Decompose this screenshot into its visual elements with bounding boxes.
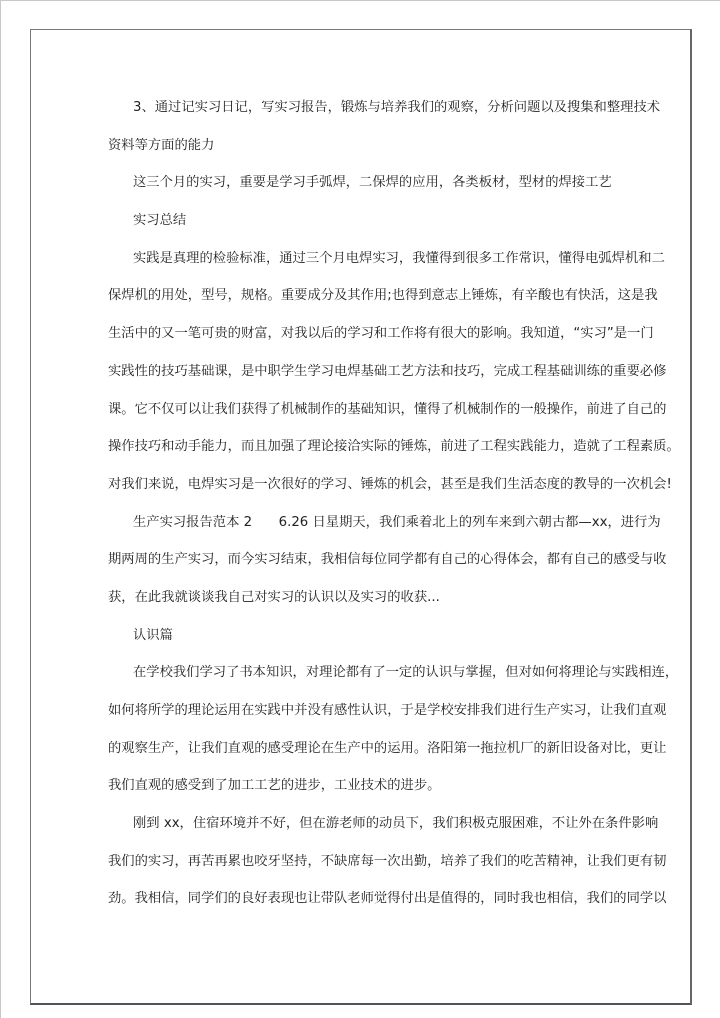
text-line: 获，在此我就谈谈我自己对实习的认识以及实习的收获... [108, 589, 440, 605]
document-body [108, 97, 680, 926]
text-line: 生活中的又一笔可贵的财富，对我以后的学习和工作将有很大的影响。我知道，“实习”是一门 [108, 326, 654, 342]
text-line: 实践性的技巧基础课，是中职学生学习电焊基础工艺方法和技巧，完成工程基础训练的重要必修 [108, 363, 667, 379]
text-line: 我们直观的感受到了加工工艺的进步，工业技术的进步。 [108, 778, 441, 794]
text-line: 操作技巧和动手能力，而且加强了理论接洽实际的锤炼，前进了工程实践能力，造就了工程素质。 [108, 439, 680, 455]
text-line: 保焊机的用处，型号，规格。重要成分及其作用;也得到意志上锤炼，有辛酸也有快活，这是我 [108, 288, 658, 304]
text-line: 课。它不仅可以让我们获得了机械制作的基础知识，懂得了机械制作的一般操作，前进了自己的 [108, 401, 667, 417]
text-line: 实践是真理的检验标准，通过三个月电焊实习，我懂得到很多工作常识，懂得电弧焊机和二 [133, 250, 665, 266]
viewer-edge-top [0, 0, 720, 1]
text-line: 期两周的生产实习，而今实习结束，我相信每位同学都有自己的心得体会，都有自己的感受与收 [108, 552, 667, 568]
text-line: 3、通过记实习日记，写实习报告，锻炼与培养我们的观察，分析问题以及搜集和整理技术 [133, 100, 661, 115]
viewer-edge-left [0, 0, 1, 1018]
text-line: 对我们来说，电焊实习是一次很好的学习、锤炼的机会，甚至是我们生活态度的教导的一次机会! [108, 476, 672, 492]
text-line: 资料等方面的能力 [108, 137, 215, 153]
text-line: 如何将所学的理论运用在实践中并没有感性认识，于是学校安排我们进行生产实习，让我们直观 [108, 703, 667, 718]
text-line: 实习总结 [133, 213, 187, 229]
text-line: 生产实习报告范本 2 6.26 日星期天，我们乘着北上的列车来到六朝古都—xx，进行为 [133, 514, 661, 530]
text-line: 我们的实习，再苦再累也咬牙坚持，不缺席每一次出勤，培养了我们的吃苦精神，让我们更有韧 [108, 853, 667, 869]
text-line: 在学校我们学习了书本知识，对理论都有了一定的认识与掌握，但对如何将理论与实践相连， [133, 665, 679, 681]
text-line: 劲。我相信，同学们的良好表现也让带队老师觉得付出是值得的，同时我也相信，我们的同学以 [108, 891, 667, 907]
text-line: 的观察生产，让我们直观的感受理论在生产中的运用。洛阳第一拖拉机厂的新旧设备对比，更让 [108, 740, 667, 756]
text-line: 这三个月的实习，重要是学习手弧焊，二保焊的应用，各类板材，型材的焊接工艺 [133, 175, 612, 191]
text-line: 认识篇 [133, 627, 173, 643]
text-line: 刚到 xx，住宿环境并不好，但在游老师的动员下，我们积极克服困难，不让外在条件影响 [133, 816, 659, 832]
